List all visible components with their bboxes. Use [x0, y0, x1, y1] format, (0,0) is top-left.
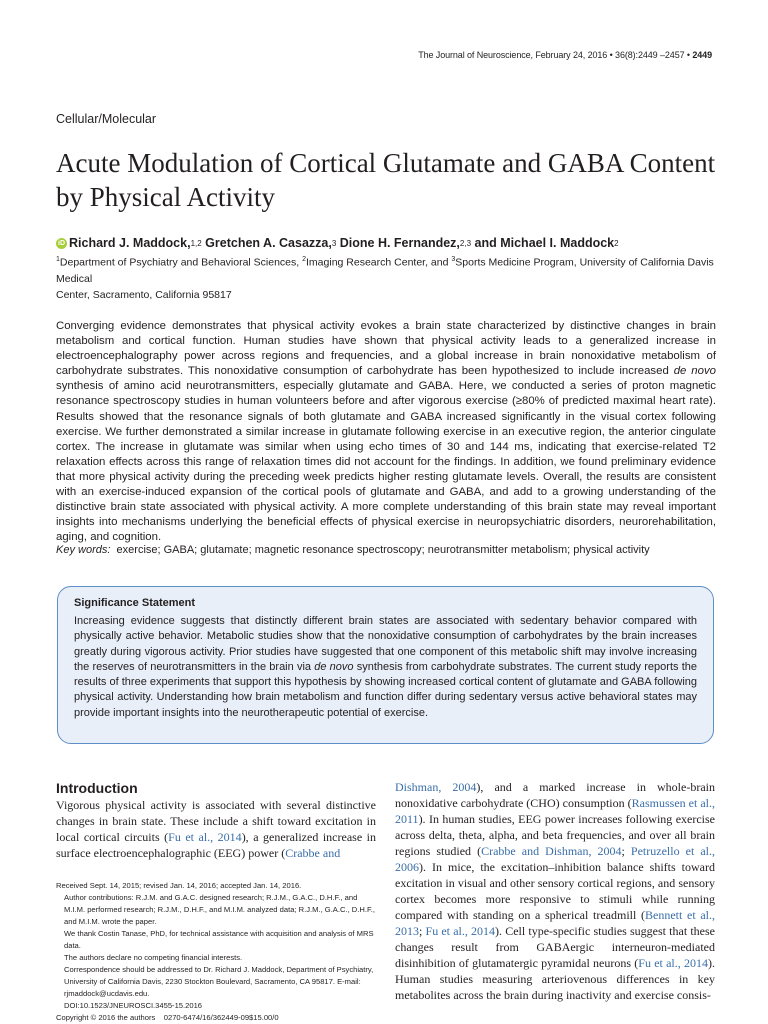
intro-text: ;: [621, 844, 631, 858]
affil-3: Sports Medicine Program, University of California Davis Medical: [56, 256, 714, 285]
citation-link[interactable]: Fu et al., 2014: [638, 956, 709, 970]
significance-text: [74, 614, 697, 721]
affiliations: [56, 252, 716, 303]
significance-part-1: Increasing evidence suggests that distinctly different brain states are associated with sedentary behavior compared with physically active behavior. Metabolic studies show that the nonoxidative consumption of carbohydrates by the brain increases greatly during vigorous activity. Prior studies have suggested that one component of this metabolic shift may involve increasing the reserves of neurotransmitters in the brain via: [74, 615, 697, 673]
citation-link[interactable]: Fu et al., 2014: [425, 924, 496, 938]
journal-citation: The Journal of Neuroscience, February 24, 2016 • 36(8):2449 –2457 •: [418, 50, 693, 60]
abstract: [56, 319, 716, 545]
affil-sup-3: 3: [451, 256, 456, 263]
abstract-part-1: Converging evidence demonstrates that physical activity evokes a brain state characterized by distinctive changes in brain metabolism and cortical function. Human studies have shown that physical activity leads to a generalized increase in electroencephalography power across regions and frequencies, and a global increase in brain nonoxidative metabolism of carbohydrate substrates. This nonoxidative consumption of carbohydrate has been hypothesized to include increased: [56, 320, 716, 378]
intro-text: Vigorous physical activity is associated with several distinctive changes in brain state. These include a shift toward excitation in local cortical circuits (: [56, 798, 376, 844]
abstract-italic: de novo: [673, 365, 717, 378]
title-line-1: Acute Modulation of Cortical Glutamate and GABA Content: [56, 148, 716, 178]
author-list: [56, 236, 716, 250]
significance-part-2: synthesis from carbohydrate substrates. The current study reports the results of three experiments that support this hypothesis by showing increased cortical content of glutamate and GABA following physical activity. Understanding how brain metabolism and function differ during sedentary versus active behavioral states may provide important insights into the neurotherapeutic potential of exercise.: [74, 660, 697, 719]
citation-link[interactable]: Rasmussen et al., 2011: [395, 796, 715, 826]
intro-text: ). In mice, the excitation–inhibition balance shifts toward excitation in visual and other sensory cortical regions, and sensory cortex becomes more responsive to stimuli while running compared with standing on a spherical treadmill (: [395, 860, 715, 922]
section-label: Cellular/Molecular: [56, 112, 157, 126]
citation-link[interactable]: Bennett et al., 2013: [395, 908, 715, 938]
page-number: 2449: [692, 50, 712, 60]
author-4: and Michael I. Maddock: [471, 236, 615, 250]
author-4-affil: 2: [614, 238, 619, 248]
citation-link[interactable]: Petruzello et al., 2006: [395, 844, 715, 874]
author-3: Dione H. Fernandez,: [336, 236, 460, 250]
keywords-label: Key words:: [56, 544, 111, 556]
author-2-affil: 3: [331, 238, 337, 248]
footnote-thanks: We thank Costin Tanase, PhD, for technical assistance with acquisition and analysis of MRS data.: [64, 929, 374, 950]
footnote-received: Received Sept. 14, 2015; revised Jan. 14, 2016; accepted Jan. 14, 2016.: [56, 881, 302, 890]
intro-left-column: [56, 797, 376, 861]
intro-text: ). In human studies, EEG power increases following exercise across delta, theta, alpha, and beta frequencies, and over all brain regions studied (: [395, 812, 715, 858]
orcid-icon[interactable]: iD: [58, 239, 65, 247]
author-1: Richard J. Maddock,: [69, 236, 191, 250]
affil-1: Department of Psychiatry and Behavioral Sciences,: [59, 256, 303, 269]
intro-text: ). Human studies measuring arteriovenous differences in key metabolites across the brain during inactivity and exercise consis-: [395, 956, 716, 1002]
intro-text: ), a generalized increase in surface electroencephalographic (EEG) power (: [56, 830, 376, 860]
footnote-contributions: Author contributions: R.J.M. and G.A.C. designed research; R.J.M., G.A.C., D.H.F., and M.I.M. performed research; R.J.M., D.H.F., and M.I.M. analyzed data; R.J.M., G.A.C., D.H.F., and M.I.M. wrote the paper.: [64, 893, 376, 926]
citation-link[interactable]: Crabbe and: [285, 846, 341, 860]
author-2: Gretchen A. Casazza,: [201, 236, 332, 250]
affil-sup-1: 1: [56, 256, 60, 263]
abstract-part-2: synthesis of amino acid neurotransmitters, especially glutamate and GABA. Here, we conducted a series of proton magnetic resonance spectroscopy studies in human volunteers before and after vigorous exercise (≥80% of predicted maximal heart rate). Results showed that the resonance signals of both glutamate and GABA increased significantly in the visual cortex following exercise. We further demonstrated a similar increase in glutamate following exercise in an executive region, the anterior cingulate cortex. The increase in glutamate was similar when using echo times of 30 and 144 ms, indicating that exercise-related T2 relaxation effects across this range of relaxation times did not account for the findings. In addition, we found preliminary evidence that more physical activity during the preceding week predicts higher resting glutamate levels. Overall, the results are consistent with an exercise-induced expansion of the cortical pools of glutamate and GABA, and add to a growing understanding of the distinctive brain state associated with physical activity. A more complete understanding of this brain state may reveal important insights into mechanisms underlying the beneficial effects of physical exercise in neuropsychiatric disorders, neurorehabilitation, aging, and cognition.: [56, 380, 716, 544]
author-3-affil: 2,3: [459, 238, 472, 248]
footnote-correspondence: Correspondence should be addressed to Dr. Richard J. Maddock, Department of Psychiatry, University of California Davis, 2230 Stockton Boulevard, Sacramento, CA 95817. E-mail: rjmaddock@ucdavis.edu.: [64, 965, 374, 998]
running-head: [418, 50, 712, 60]
significance-italic: de novo: [314, 660, 354, 673]
intro-text: ). Cell type-specific studies suggest that these changes result from GABAergic interneuron-mediated disinhibition of glutamatergic pyramidal neurons (: [395, 924, 716, 970]
significance-title: Significance Statement: [74, 597, 196, 609]
significance-statement-box: [57, 586, 714, 744]
citation-link[interactable]: Crabbe and Dishman, 2004: [481, 844, 622, 858]
article-title: [56, 146, 716, 214]
citation-link[interactable]: Dishman, 2004: [395, 780, 477, 794]
citation-link[interactable]: Fu et al., 2014: [168, 830, 242, 844]
title-line-2: by Physical Activity: [56, 182, 275, 212]
affil-sup-2: 2: [302, 256, 307, 263]
intro-right-column: [395, 779, 715, 1003]
keywords-text: exercise; GABA; glutamate; magnetic resonance spectroscopy; neurotransmitter metabolism; physical activity: [116, 544, 650, 556]
intro-text: ;: [419, 924, 426, 938]
intro-text: ), and a marked increase in whole-brain nonoxidative carbohydrate (CHO) consumption (: [395, 780, 715, 810]
affil-2: Imaging Research Center, and: [306, 256, 452, 269]
footnote-doi[interactable]: DOI:10.1523/JNEUROSCI.3455-15.2016: [64, 1001, 203, 1010]
introduction-heading: Introduction: [56, 780, 138, 796]
affil-3-cont: Center, Sacramento, California 95817: [56, 288, 232, 301]
footnote-conflict: The authors declare no competing financial interests.: [64, 953, 243, 962]
author-1-affil: 1,2: [190, 238, 202, 248]
keywords: [56, 544, 716, 556]
footnote-copyright: Copyright © 2016 the authors 0270-6474/16/362449-09$15.00/0: [56, 1013, 279, 1022]
footnotes: [56, 880, 378, 1024]
